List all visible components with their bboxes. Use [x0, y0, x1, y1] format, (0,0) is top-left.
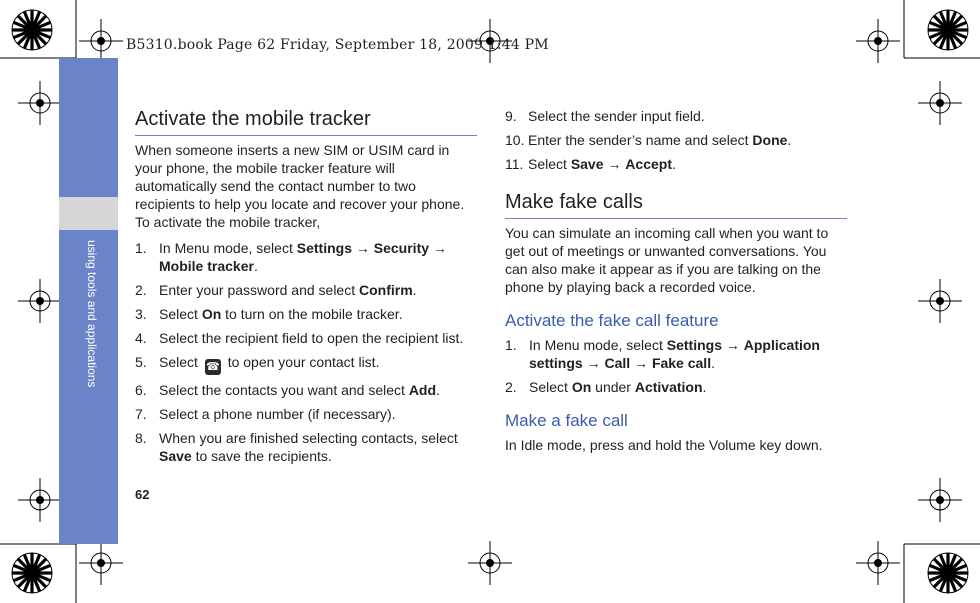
- left-column: [135, 107, 477, 465]
- step-6: 6. Select the contacts you want and select Add.: [135, 382, 440, 398]
- step-2: 2. Enter your password and select Confirm.: [135, 282, 417, 298]
- make-fake-call-text: In Idle mode, press and hold the Volume key down.: [505, 437, 823, 453]
- step-5: 5. Select ☎ to open your contact list.: [135, 354, 380, 373]
- page-number: 62: [135, 487, 150, 502]
- fake-calls-intro: You can simulate an incoming call when you want to get out of meetings or unwanted conversations. You can also make it appear as if you are talking on the phone by playing back a recorded voice.: [505, 225, 829, 295]
- subsection-title-make-fake-call: Make a fake call: [505, 411, 628, 430]
- contact-list-icon: ☎: [205, 361, 220, 373]
- mobile-tracker-intro: When someone inserts a new SIM or USIM card in your phone, the mobile tracker feature will automatically send the contact number to two recipients to help you locate and recover your phone. To activate the mobile tracker,: [135, 142, 465, 230]
- section-title-fake-calls: Make fake calls: [505, 190, 847, 219]
- sidebar-chapter-label: using tools and applications: [85, 240, 99, 388]
- print-header: B5310.book Page 62 Friday, September 18, 2009 1:44 PM: [126, 37, 549, 53]
- mobile-tracker-steps-continued: [505, 107, 847, 173]
- section-title-mobile-tracker: Activate the mobile tracker: [135, 107, 477, 136]
- step-4: 4. Select the recipient field to open the recipient list.: [135, 330, 464, 346]
- right-column: [505, 107, 847, 454]
- sidebar-tab: [59, 197, 118, 230]
- step-1: 1. In Menu mode, select Settings → Security → Mobile tracker.: [135, 240, 447, 274]
- step-9: 9. Select the sender input field.: [505, 108, 705, 124]
- step-3: 3. Select On to turn on the mobile tracker.: [135, 306, 403, 322]
- subsection-title-activate-fake-call: Activate the fake call feature: [505, 311, 719, 330]
- activate-step-1: 1. In Menu mode, select Settings → Application settings → Call → Fake call.: [505, 337, 820, 371]
- step-11: 11. Select Save → Accept.: [505, 156, 676, 172]
- step-10: 10. Enter the sender’s name and select Done.: [505, 132, 792, 148]
- mobile-tracker-steps: [135, 239, 477, 465]
- activate-step-2: 2. Select On under Activation.: [505, 379, 707, 395]
- step-7: 7. Select a phone number (if necessary).: [135, 406, 396, 422]
- activate-fake-call-steps: [505, 336, 847, 396]
- step-8: 8. When you are finished selecting contacts, select Save to save the recipients.: [135, 430, 458, 464]
